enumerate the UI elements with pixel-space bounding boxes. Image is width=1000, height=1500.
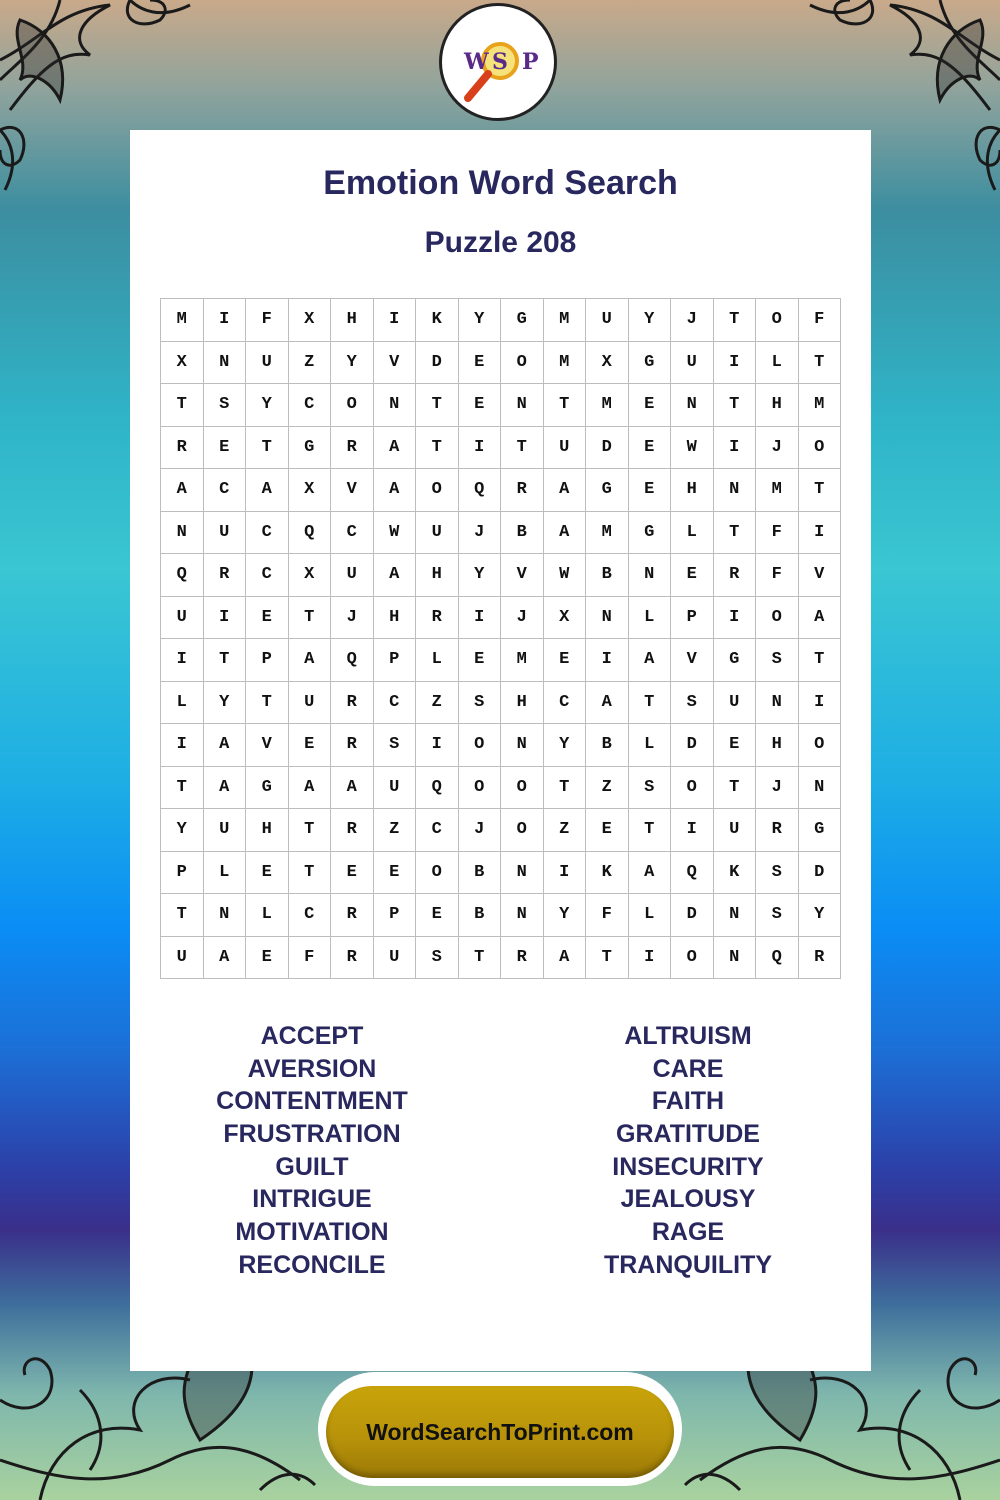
grid-cell[interactable]: T — [246, 427, 289, 470]
grid-cell[interactable]: M — [586, 512, 629, 555]
word-item: MOTIVATION — [235, 1218, 389, 1247]
grid-cell[interactable]: T — [161, 894, 204, 937]
grid-cell[interactable]: U — [714, 809, 757, 852]
grid-cell[interactable]: Y — [246, 384, 289, 427]
grid-cell[interactable]: O — [416, 852, 459, 895]
grid-cell[interactable]: G — [246, 767, 289, 810]
grid-cell[interactable]: T — [204, 639, 247, 682]
grid-cell[interactable]: N — [501, 894, 544, 937]
word-item: JEALOUSY — [620, 1185, 756, 1214]
grid-cell[interactable]: R — [501, 937, 544, 980]
grid-cell[interactable]: C — [331, 512, 374, 555]
grid-cell[interactable]: Y — [331, 342, 374, 385]
grid-cell[interactable]: Y — [799, 894, 842, 937]
grid-cell[interactable]: V — [799, 554, 842, 597]
grid-cell[interactable]: C — [204, 469, 247, 512]
grid-cell[interactable]: V — [246, 724, 289, 767]
grid-cell[interactable]: A — [544, 469, 587, 512]
grid-cell[interactable]: O — [501, 342, 544, 385]
grid-cell[interactable]: R — [331, 724, 374, 767]
puzzle-sheet — [130, 130, 871, 1371]
grid-cell[interactable]: A — [374, 469, 417, 512]
word-item: AVERSION — [247, 1054, 377, 1083]
grid-cell[interactable]: A — [544, 512, 587, 555]
grid-cell[interactable]: C — [289, 894, 332, 937]
grid-cell[interactable]: D — [799, 852, 842, 895]
grid-cell[interactable]: R — [161, 427, 204, 470]
grid-cell[interactable]: R — [331, 682, 374, 725]
grid-cell[interactable]: L — [629, 724, 672, 767]
grid-cell[interactable]: E — [416, 894, 459, 937]
grid-cell[interactable]: X — [544, 597, 587, 640]
grid-cell[interactable]: I — [161, 639, 204, 682]
grid-cell[interactable]: O — [416, 469, 459, 512]
grid-cell[interactable]: O — [799, 724, 842, 767]
grid-cell[interactable]: F — [586, 894, 629, 937]
grid-cell[interactable]: A — [374, 427, 417, 470]
grid-cell[interactable]: I — [204, 299, 247, 342]
grid-cell[interactable]: E — [246, 852, 289, 895]
grid-cell[interactable]: I — [374, 299, 417, 342]
word-item: ACCEPT — [260, 1022, 364, 1050]
grid-cell[interactable]: D — [416, 342, 459, 385]
grid-cell[interactable]: Q — [756, 937, 799, 980]
grid-cell[interactable]: T — [459, 937, 502, 980]
grid-cell[interactable]: N — [374, 384, 417, 427]
grid-cell[interactable]: Q — [416, 767, 459, 810]
logo-letter-p: P — [522, 49, 539, 75]
grid-cell[interactable]: X — [289, 469, 332, 512]
grid-cell[interactable]: L — [161, 682, 204, 725]
grid-cell[interactable]: T — [714, 384, 757, 427]
grid-cell[interactable]: H — [416, 554, 459, 597]
logo-letter-w: W — [464, 49, 489, 75]
grid-cell[interactable]: N — [501, 852, 544, 895]
grid-cell[interactable]: N — [629, 554, 672, 597]
grid-cell[interactable]: H — [374, 597, 417, 640]
grid-cell[interactable]: O — [756, 299, 799, 342]
grid-cell[interactable]: I — [799, 682, 842, 725]
grid-cell[interactable]: P — [671, 597, 714, 640]
grid-cell[interactable]: I — [544, 852, 587, 895]
grid-cell[interactable]: Y — [204, 682, 247, 725]
grid-cell[interactable]: E — [629, 427, 672, 470]
grid-cell[interactable]: M — [544, 299, 587, 342]
grid-cell[interactable]: H — [756, 724, 799, 767]
grid-cell[interactable]: I — [161, 724, 204, 767]
grid-cell[interactable]: I — [459, 427, 502, 470]
grid-cell[interactable]: R — [331, 937, 374, 980]
grid-cell[interactable]: K — [416, 299, 459, 342]
grid-cell[interactable]: L — [629, 597, 672, 640]
grid-cell[interactable]: E — [204, 427, 247, 470]
grid-cell[interactable]: T — [246, 682, 289, 725]
grid-cell[interactable]: I — [586, 639, 629, 682]
grid-cell[interactable]: Q — [161, 554, 204, 597]
grid-cell[interactable]: S — [629, 767, 672, 810]
grid-cell[interactable]: E — [671, 554, 714, 597]
grid-cell[interactable]: O — [756, 597, 799, 640]
grid-cell[interactable]: D — [586, 427, 629, 470]
grid-cell[interactable]: G — [714, 639, 757, 682]
grid-cell[interactable]: O — [459, 767, 502, 810]
grid-cell[interactable]: R — [501, 469, 544, 512]
grid-cell[interactable]: O — [501, 809, 544, 852]
word-item: INSECURITY — [612, 1152, 764, 1181]
grid-cell[interactable]: Q — [671, 852, 714, 895]
grid-cell[interactable]: U — [161, 937, 204, 980]
grid-cell[interactable]: Y — [161, 809, 204, 852]
grid-cell[interactable]: M — [586, 384, 629, 427]
grid-cell[interactable]: R — [756, 809, 799, 852]
grid-cell[interactable]: N — [586, 597, 629, 640]
word-item: CARE — [652, 1054, 724, 1083]
grid-cell[interactable]: Q — [459, 469, 502, 512]
word-item: INTRIGUE — [252, 1185, 372, 1214]
grid-cell[interactable]: V — [671, 639, 714, 682]
grid-cell[interactable]: T — [161, 767, 204, 810]
grid-cell[interactable]: A — [629, 852, 672, 895]
grid-cell[interactable]: P — [374, 894, 417, 937]
word-item: RECONCILE — [238, 1250, 386, 1279]
grid-cell[interactable]: K — [714, 852, 757, 895]
grid-cell[interactable]: T — [586, 937, 629, 980]
grid-cell[interactable]: U — [374, 767, 417, 810]
word-item: RAGE — [651, 1218, 725, 1247]
grid-cell[interactable]: N — [161, 512, 204, 555]
grid-cell[interactable]: J — [459, 512, 502, 555]
grid-cell[interactable]: B — [459, 852, 502, 895]
grid-cell[interactable]: T — [714, 299, 757, 342]
grid-cell[interactable]: E — [459, 342, 502, 385]
grid-cell[interactable]: U — [246, 342, 289, 385]
grid-cell[interactable]: S — [374, 724, 417, 767]
grid-cell[interactable]: I — [671, 809, 714, 852]
grid-cell[interactable]: I — [459, 597, 502, 640]
grid-cell[interactable]: I — [714, 427, 757, 470]
grid-cell[interactable]: A — [374, 554, 417, 597]
grid-cell[interactable]: E — [459, 384, 502, 427]
grid-cell[interactable]: T — [714, 767, 757, 810]
grid-cell[interactable]: N — [756, 682, 799, 725]
site-link-button[interactable] — [318, 1372, 682, 1486]
grid-cell[interactable]: R — [331, 894, 374, 937]
grid-cell[interactable]: S — [756, 852, 799, 895]
site-link-label: WordSearchToPrint.com — [366, 1418, 634, 1445]
grid-cell[interactable]: Q — [331, 639, 374, 682]
grid-cell[interactable]: S — [459, 682, 502, 725]
grid-cell[interactable]: F — [289, 937, 332, 980]
grid-cell[interactable]: I — [629, 937, 672, 980]
word-item: CONTENTMENT — [216, 1087, 408, 1116]
grid-cell[interactable]: I — [204, 597, 247, 640]
grid-cell[interactable]: Y — [459, 299, 502, 342]
grid-cell[interactable]: X — [161, 342, 204, 385]
grid-cell[interactable]: U — [714, 682, 757, 725]
grid-cell[interactable]: E — [246, 597, 289, 640]
grid-cell[interactable]: U — [671, 342, 714, 385]
grid-cell[interactable]: T — [629, 809, 672, 852]
grid-cell[interactable]: W — [374, 512, 417, 555]
grid-cell[interactable]: A — [246, 469, 289, 512]
grid-cell[interactable]: F — [756, 512, 799, 555]
grid-cell[interactable]: A — [289, 639, 332, 682]
grid-cell[interactable]: X — [586, 342, 629, 385]
grid-cell[interactable]: F — [246, 299, 289, 342]
grid-cell[interactable]: Z — [544, 809, 587, 852]
grid-cell[interactable]: R — [204, 554, 247, 597]
word-item: FAITH — [651, 1087, 725, 1116]
grid-cell[interactable]: V — [331, 469, 374, 512]
grid-cell[interactable]: K — [586, 852, 629, 895]
grid-cell[interactable]: F — [799, 299, 842, 342]
grid-cell[interactable]: T — [799, 469, 842, 512]
grid-cell[interactable]: C — [246, 512, 289, 555]
grid-cell[interactable]: B — [459, 894, 502, 937]
grid-cell[interactable]: S — [416, 937, 459, 980]
grid-cell[interactable]: T — [544, 384, 587, 427]
grid-cell[interactable]: U — [544, 427, 587, 470]
grid-cell[interactable]: J — [756, 427, 799, 470]
grid-cell[interactable]: T — [289, 852, 332, 895]
grid-cell[interactable]: R — [331, 809, 374, 852]
puzzle-number: Puzzle 208 — [424, 226, 577, 259]
grid-cell[interactable]: Y — [459, 554, 502, 597]
grid-cell[interactable]: G — [586, 469, 629, 512]
grid-cell[interactable]: J — [671, 299, 714, 342]
grid-cell[interactable]: I — [714, 597, 757, 640]
grid-cell[interactable]: G — [799, 809, 842, 852]
grid-cell[interactable]: S — [756, 894, 799, 937]
site-logo[interactable] — [439, 3, 557, 121]
grid-cell[interactable]: C — [416, 809, 459, 852]
grid-cell[interactable]: V — [374, 342, 417, 385]
grid-cell[interactable]: U — [204, 809, 247, 852]
grid-cell[interactable]: H — [671, 469, 714, 512]
grid-cell[interactable]: C — [374, 682, 417, 725]
grid-cell[interactable]: A — [629, 639, 672, 682]
grid-cell[interactable]: T — [501, 427, 544, 470]
grid-cell[interactable]: E — [331, 852, 374, 895]
grid-cell[interactable]: L — [204, 852, 247, 895]
grid-cell[interactable]: N — [714, 469, 757, 512]
word-item: GUILT — [275, 1152, 349, 1181]
grid-cell[interactable]: P — [246, 639, 289, 682]
grid-cell[interactable]: O — [799, 427, 842, 470]
grid-cell[interactable]: D — [671, 724, 714, 767]
grid-cell[interactable]: M — [756, 469, 799, 512]
grid-cell[interactable]: A — [586, 682, 629, 725]
grid-cell[interactable]: E — [459, 639, 502, 682]
grid-cell[interactable]: U — [331, 554, 374, 597]
logo-letter-s: S — [492, 49, 508, 75]
grid-cell[interactable]: A — [161, 469, 204, 512]
grid-cell[interactable]: A — [204, 724, 247, 767]
letter-grid — [160, 298, 841, 979]
grid-cell[interactable]: N — [714, 937, 757, 980]
grid-cell[interactable]: S — [204, 384, 247, 427]
grid-cell[interactable]: M — [799, 384, 842, 427]
grid-cell[interactable]: T — [416, 384, 459, 427]
grid-cell[interactable]: W — [671, 427, 714, 470]
grid-cell[interactable]: T — [544, 767, 587, 810]
grid-cell[interactable]: U — [161, 597, 204, 640]
grid-cell[interactable]: E — [629, 384, 672, 427]
grid-cell[interactable]: U — [374, 937, 417, 980]
grid-cell[interactable]: R — [331, 427, 374, 470]
grid-cell[interactable]: Y — [544, 894, 587, 937]
grid-cell[interactable]: T — [629, 682, 672, 725]
grid-cell[interactable]: N — [714, 894, 757, 937]
grid-cell[interactable]: H — [501, 682, 544, 725]
grid-cell[interactable]: U — [586, 299, 629, 342]
grid-cell[interactable]: E — [544, 639, 587, 682]
grid-cell[interactable]: Q — [289, 512, 332, 555]
grid-cell[interactable]: O — [331, 384, 374, 427]
grid-cell[interactable]: U — [204, 512, 247, 555]
word-item: TRANQUILITY — [603, 1250, 773, 1279]
grid-cell[interactable]: L — [416, 639, 459, 682]
grid-cell[interactable]: O — [671, 767, 714, 810]
grid-cell[interactable]: T — [161, 384, 204, 427]
grid-cell[interactable]: G — [629, 512, 672, 555]
grid-cell[interactable]: M — [161, 299, 204, 342]
grid-cell[interactable]: N — [501, 384, 544, 427]
grid-cell[interactable]: Z — [289, 342, 332, 385]
grid-cell[interactable]: J — [756, 767, 799, 810]
grid-cell[interactable]: H — [246, 809, 289, 852]
grid-cell[interactable]: V — [501, 554, 544, 597]
grid-cell[interactable]: P — [374, 639, 417, 682]
grid-cell[interactable]: W — [544, 554, 587, 597]
grid-cell[interactable]: N — [671, 384, 714, 427]
grid-cell[interactable]: L — [629, 894, 672, 937]
grid-cell[interactable]: E — [629, 469, 672, 512]
grid-cell[interactable]: J — [501, 597, 544, 640]
grid-cell[interactable]: G — [289, 427, 332, 470]
grid-cell[interactable]: U — [289, 682, 332, 725]
grid-cell[interactable]: E — [246, 937, 289, 980]
grid-cell[interactable]: C — [289, 384, 332, 427]
grid-cell[interactable]: B — [586, 724, 629, 767]
grid-cell[interactable]: J — [331, 597, 374, 640]
grid-cell[interactable]: P — [161, 852, 204, 895]
grid-cell[interactable]: Z — [586, 767, 629, 810]
grid-cell[interactable]: T — [799, 639, 842, 682]
grid-cell[interactable]: R — [799, 937, 842, 980]
grid-cell[interactable]: A — [331, 767, 374, 810]
grid-cell[interactable]: Y — [629, 299, 672, 342]
word-list-left — [162, 1020, 462, 1282]
grid-cell[interactable]: T — [289, 597, 332, 640]
grid-cell[interactable]: C — [246, 554, 289, 597]
grid-cell[interactable]: T — [289, 809, 332, 852]
grid-cell[interactable]: R — [714, 554, 757, 597]
grid-cell[interactable]: A — [289, 767, 332, 810]
grid-cell[interactable]: O — [459, 724, 502, 767]
grid-cell[interactable]: E — [374, 852, 417, 895]
grid-cell[interactable]: R — [416, 597, 459, 640]
grid-cell[interactable]: I — [799, 512, 842, 555]
grid-cell[interactable]: I — [416, 724, 459, 767]
word-item: FRUSTRATION — [223, 1120, 401, 1149]
grid-cell[interactable]: A — [204, 767, 247, 810]
word-item: ALTRUISM — [624, 1022, 752, 1050]
grid-cell[interactable]: L — [756, 342, 799, 385]
grid-cell[interactable]: M — [544, 342, 587, 385]
grid-cell[interactable]: H — [756, 384, 799, 427]
grid-cell[interactable]: T — [799, 342, 842, 385]
grid-cell[interactable]: A — [799, 597, 842, 640]
grid-cell[interactable]: G — [501, 299, 544, 342]
grid-cell[interactable]: O — [501, 767, 544, 810]
grid-cell[interactable]: Y — [544, 724, 587, 767]
grid-cell[interactable]: N — [501, 724, 544, 767]
grid-cell[interactable]: Z — [416, 682, 459, 725]
grid-cell[interactable]: L — [671, 512, 714, 555]
word-list-right — [538, 1020, 838, 1282]
grid-cell[interactable]: S — [671, 682, 714, 725]
grid-cell[interactable]: X — [289, 299, 332, 342]
site-link-pill[interactable] — [326, 1386, 674, 1478]
grid-cell[interactable]: I — [714, 342, 757, 385]
grid-cell[interactable]: E — [586, 809, 629, 852]
grid-cell[interactable]: O — [671, 937, 714, 980]
word-item: GRATITUDE — [616, 1120, 760, 1149]
grid-cell[interactable]: B — [586, 554, 629, 597]
grid-cell[interactable]: F — [756, 554, 799, 597]
grid-cell[interactable]: A — [544, 937, 587, 980]
grid-cell[interactable]: Z — [374, 809, 417, 852]
grid-cell[interactable]: C — [544, 682, 587, 725]
grid-cell[interactable]: S — [756, 639, 799, 682]
grid-cell[interactable]: E — [714, 724, 757, 767]
page-title: Emotion Word Search — [323, 164, 678, 202]
grid-cell[interactable]: E — [289, 724, 332, 767]
grid-cell[interactable]: H — [331, 299, 374, 342]
grid-cell[interactable]: N — [204, 894, 247, 937]
grid-cell[interactable]: N — [799, 767, 842, 810]
grid-cell[interactable]: J — [459, 809, 502, 852]
grid-cell[interactable]: L — [246, 894, 289, 937]
grid-cell[interactable]: A — [204, 937, 247, 980]
grid-cell[interactable]: T — [714, 512, 757, 555]
grid-cell[interactable]: U — [416, 512, 459, 555]
grid-cell[interactable]: M — [501, 639, 544, 682]
grid-cell[interactable]: G — [629, 342, 672, 385]
grid-cell[interactable]: X — [289, 554, 332, 597]
grid-cell[interactable]: B — [501, 512, 544, 555]
magnifier-icon — [442, 6, 554, 118]
grid-cell[interactable]: T — [416, 427, 459, 470]
grid-cell[interactable]: D — [671, 894, 714, 937]
grid-cell[interactable]: N — [204, 342, 247, 385]
